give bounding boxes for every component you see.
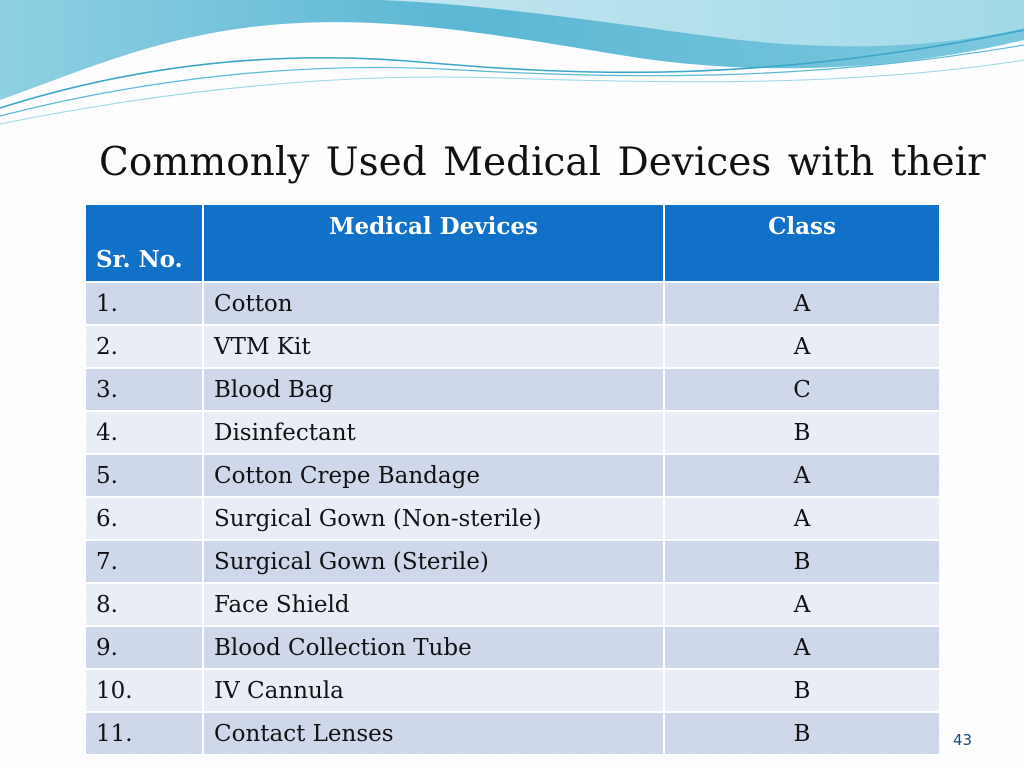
- header-class: Class: [665, 205, 939, 283]
- header-medical-devices: Medical Devices: [204, 205, 665, 283]
- cell-class: A: [665, 326, 939, 369]
- table-row: [86, 498, 939, 541]
- table-row: [86, 283, 939, 326]
- cell-sr-no: 1.: [86, 283, 204, 326]
- cell-class: C: [665, 369, 939, 412]
- slide-title: Commonly Used Medical Devices with their: [99, 140, 986, 185]
- cell-class: B: [665, 713, 939, 756]
- cell-class: A: [665, 498, 939, 541]
- table-row: [86, 584, 939, 627]
- table-row: [86, 541, 939, 584]
- cell-device: Disinfectant: [204, 412, 665, 455]
- cell-device: Cotton Crepe Bandage: [204, 455, 665, 498]
- cell-device: Surgical Gown (Sterile): [204, 541, 665, 584]
- cell-sr-no: 2.: [86, 326, 204, 369]
- cell-device: Face Shield: [204, 584, 665, 627]
- table-row: [86, 326, 939, 369]
- cell-class: B: [665, 412, 939, 455]
- decorative-wave-header: [0, 0, 1024, 130]
- table-row: [86, 670, 939, 713]
- table-row: [86, 412, 939, 455]
- cell-device: IV Cannula: [204, 670, 665, 713]
- cell-sr-no: 11.: [86, 713, 204, 756]
- header-sr-no: Sr. No.: [86, 205, 204, 283]
- table-row: [86, 713, 939, 756]
- table-row: [86, 627, 939, 670]
- cell-sr-no: 6.: [86, 498, 204, 541]
- cell-device: Blood Collection Tube: [204, 627, 665, 670]
- cell-device: Surgical Gown (Non-sterile): [204, 498, 665, 541]
- cell-sr-no: 10.: [86, 670, 204, 713]
- medical-devices-table: [86, 205, 939, 756]
- cell-class: B: [665, 541, 939, 584]
- cell-sr-no: 4.: [86, 412, 204, 455]
- cell-sr-no: 9.: [86, 627, 204, 670]
- cell-sr-no: 8.: [86, 584, 204, 627]
- cell-class: A: [665, 627, 939, 670]
- cell-device: Blood Bag: [204, 369, 665, 412]
- table-row: [86, 369, 939, 412]
- cell-sr-no: 5.: [86, 455, 204, 498]
- cell-sr-no: 3.: [86, 369, 204, 412]
- table-row: [86, 455, 939, 498]
- cell-sr-no: 7.: [86, 541, 204, 584]
- cell-class: A: [665, 283, 939, 326]
- cell-device: Contact Lenses: [204, 713, 665, 756]
- cell-device: VTM Kit: [204, 326, 665, 369]
- page-number: 43: [953, 731, 973, 749]
- cell-class: B: [665, 670, 939, 713]
- table-header-row: [86, 205, 939, 283]
- cell-device: Cotton: [204, 283, 665, 326]
- cell-class: A: [665, 455, 939, 498]
- cell-class: A: [665, 584, 939, 627]
